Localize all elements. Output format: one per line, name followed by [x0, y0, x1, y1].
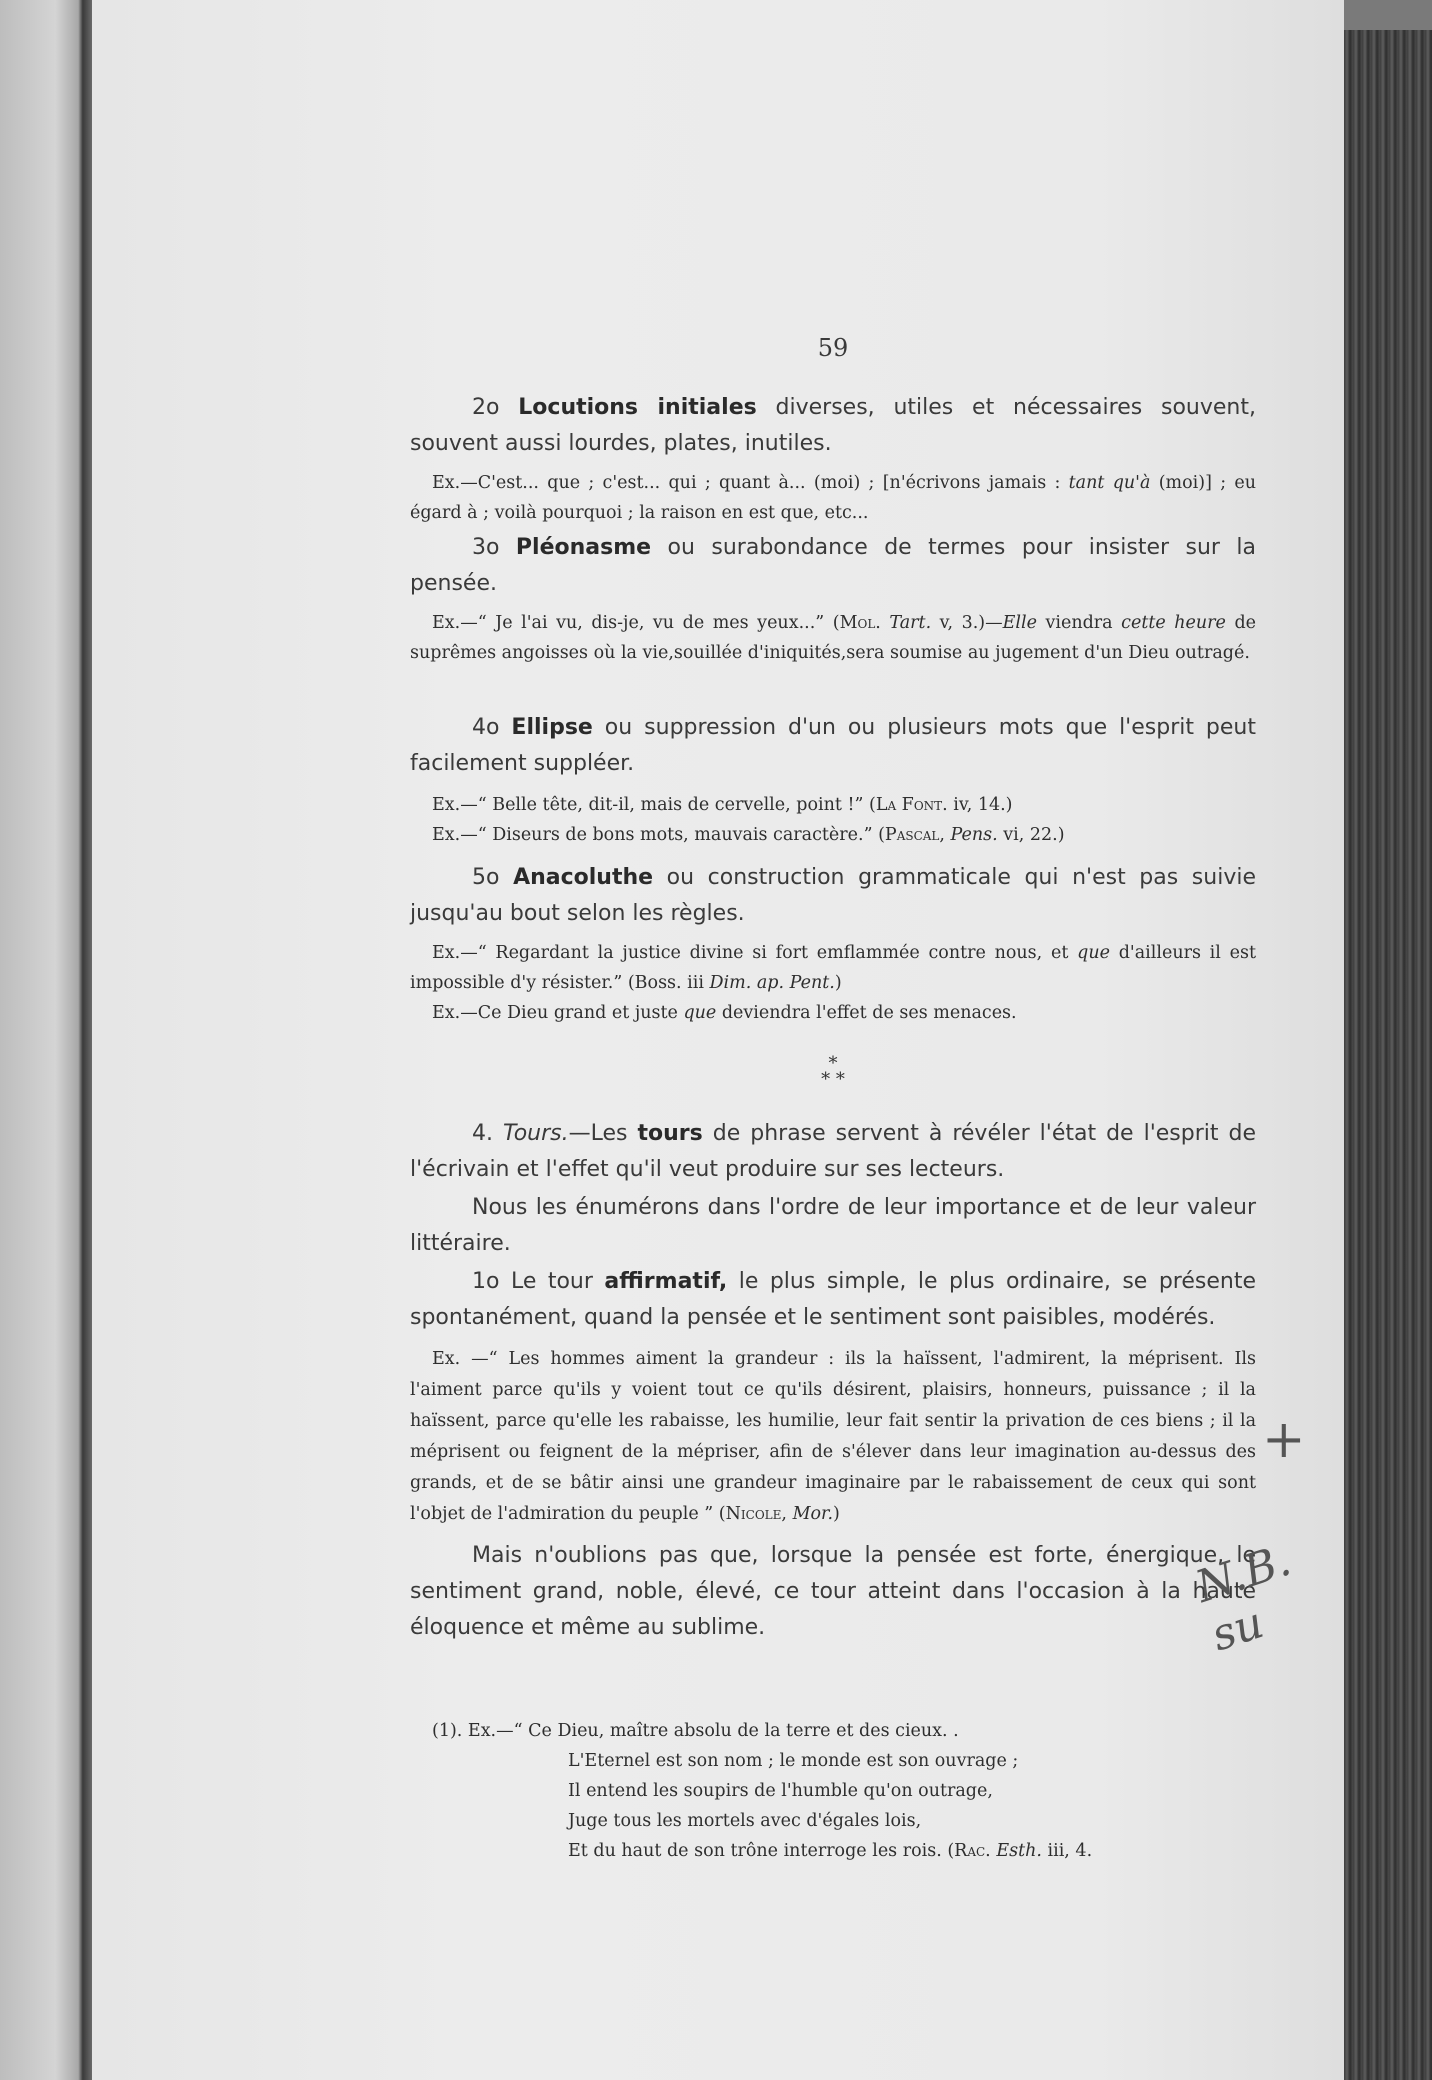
book-gutter-left: [0, 0, 92, 2080]
example-text: viendra: [1036, 613, 1122, 633]
ellipse-paragraph: [410, 710, 1256, 782]
example-text: Ex.—“ Regardant la justice divine si fort emflammée contre nous, et: [432, 943, 1078, 963]
affirmatif-example: [410, 1344, 1256, 1530]
affirmatif-text: Le tour: [510, 1269, 605, 1294]
verse-line-2: L'Eternel est son nom ; le monde est son ouvrage ;: [568, 1751, 1019, 1771]
tours-text: —Les: [568, 1121, 638, 1146]
example-italic: cette heure: [1121, 613, 1226, 633]
margin-note-handwriting: N.B. su: [1189, 1534, 1297, 1662]
anacoluthe-example-2: [410, 998, 1256, 1028]
verse-line-5: [568, 1836, 1414, 1866]
example-text: Ex.—C'est... que ; c'est... qui ; quant à... (moi) ; [n'écrivons jamais :: [432, 473, 1069, 493]
item-number: 2o: [472, 395, 519, 420]
work-ref: Dim. ap. Pent.: [709, 973, 835, 993]
tours-text: de phrase servent à révéler l'état de l'esprit de l'écrivain et l'effet qu'il veut produire sur ses lecteurs.: [410, 1121, 1256, 1182]
author-ref: Mol.: [839, 613, 881, 633]
verse-text-end: iii, 4.: [1041, 1841, 1093, 1861]
verse-line-3: Il entend les soupirs de l'humble qu'on outrage,: [568, 1781, 993, 1801]
pleonasme-example: [410, 608, 1256, 668]
example-text-end: ): [834, 973, 842, 993]
work-ref: Tart.: [889, 613, 932, 633]
item-number: 4o: [472, 715, 512, 740]
locutions-definition: diverses, utiles et nécessaires souvent, souvent aussi lourdes, plates, inutiles.: [410, 395, 1256, 456]
term-affirmatif: affirmatif,: [604, 1269, 728, 1294]
item-number: 1o: [472, 1269, 511, 1294]
example-text: Ex.—“ Diseurs de bons mots, mauvais caractère.” (: [432, 825, 885, 845]
term-anacoluthe: Anacoluthe: [513, 865, 654, 890]
asterism-top: *: [828, 1053, 838, 1074]
example-text: de suprêmes angoisses où la vie,souillée d'iniquités,sera soumise au jugement d'un Dieu outragé.: [410, 613, 1257, 663]
pleonasme-definition: ou surabondance de termes pour insister sur la pensée.: [410, 535, 1256, 596]
example-italic: que: [683, 1003, 717, 1023]
book-page: [92, 0, 1344, 2080]
pleonasme-paragraph: [410, 530, 1256, 602]
example-text-end: vi, 22.): [997, 825, 1065, 845]
term-tours: tours: [637, 1121, 703, 1146]
anacoluthe-definition: ou construction grammaticale qui n'est pas suivie jusqu'au bout selon les règles.: [410, 865, 1256, 926]
example-italic: que: [1077, 943, 1110, 963]
sublime-paragraph: Mais n'oublions pas que, lorsque la pensée est forte, énergique, le sentiment grand, noble, élevé, ce tour atteint dans l'occasion à la haute éloquence et même au sublime.: [410, 1543, 1256, 1640]
tours-paragraph: [410, 1116, 1256, 1188]
margin-note-plus: +: [1262, 1410, 1306, 1470]
section-pleonasme: [410, 530, 1256, 668]
ellipse-example-1: [410, 790, 1256, 820]
anacoluthe-paragraph: [410, 860, 1256, 932]
item-number: 5o: [472, 865, 514, 890]
author-ref: La Font.: [875, 795, 948, 815]
affirmatif-paragraph: [410, 1264, 1256, 1336]
example-text-end: iv, 14.): [947, 795, 1013, 815]
term-pleonasme: Pléonasme: [515, 535, 652, 560]
work-ref: Esth.: [996, 1841, 1042, 1861]
example-italic: tant qu'à: [1068, 473, 1151, 493]
affirmatif-text: le plus simple, le plus ordinaire, se présente spontanément, quand la pensée et le sentiment sont paisibles, modérés.: [410, 1269, 1256, 1330]
page-number: 59: [817, 334, 849, 362]
asterism-bottom: * *: [821, 1069, 845, 1090]
example-text: d'ailleurs il est impossible d'y résister.” (Boss. iii: [410, 943, 1256, 993]
section-title: Tours.: [503, 1121, 569, 1146]
example-text: v, 3.)—: [931, 613, 1003, 633]
enumeration-paragraph: Nous les énumérons dans l'ordre de leur importance et de leur valeur littéraire.: [410, 1195, 1256, 1256]
section-number: 4.: [472, 1121, 503, 1146]
author-ref: Pascal,: [884, 825, 945, 845]
example-text: Ex.—Ce Dieu grand et juste: [432, 1003, 684, 1023]
section-locutions: [410, 390, 1256, 528]
example-text-end: (moi)] ; eu égard à ; voilà pourquoi ; la raison en est que, etc...: [410, 473, 1256, 523]
author-ref: Nicole,: [725, 1504, 787, 1524]
locutions-example: [410, 468, 1256, 528]
section-anacoluthe: [410, 860, 1256, 1028]
verse-line-4: Juge tous les mortels avec d'égales lois,: [568, 1811, 922, 1831]
locutions-paragraph: [410, 390, 1256, 462]
section-tours: [410, 1116, 1256, 1646]
item-number: 3o: [472, 535, 516, 560]
book-edge-top: [1344, 0, 1432, 30]
example-text: Ex.—“ Je l'ai vu, dis-je, vu de mes yeux...” (: [432, 613, 840, 633]
verse-text: Et du haut de son trône interroge les rois. (: [568, 1841, 955, 1861]
anacoluthe-example-1: [410, 938, 1256, 998]
example-text: Ex.—“ Belle tête, dit-il, mais de cervelle, point !” (: [432, 795, 876, 815]
term-ellipse: Ellipse: [511, 715, 593, 740]
ellipse-definition: ou suppression d'un ou plusieurs mots que l'esprit peut facilement suppléer.: [410, 715, 1256, 776]
term-locutions: Locutions initiales: [518, 395, 757, 420]
example-text-end: deviendra l'effet de ses menaces.: [716, 1003, 1017, 1023]
example-italic: Elle: [1002, 613, 1037, 633]
author-ref: Rac.: [954, 1841, 991, 1861]
section-ellipse: [410, 710, 1256, 850]
ellipse-example-2: [410, 820, 1256, 850]
book-page-edges-right: [1344, 30, 1432, 2080]
work-ref: Mor.: [792, 1504, 834, 1524]
verse-line-1: (1). Ex.—“ Ce Dieu, maître absolu de la terre et des cieux. .: [432, 1721, 959, 1741]
work-ref: Pens.: [950, 825, 998, 845]
example-text-end: ): [833, 1504, 840, 1524]
example-text: Ex. —“ Les hommes aiment la grandeur : ils la haïssent, l'admirent, la méprisent. Ils l'aiment parce qu'ils y voient tout ce qu'ils désirent, plaisirs, honneurs, puissance ; il la haïssent, parce qu'elle les rabaisse, les humilie, leur fait sentir la privation de ces biens ; il la méprisent ou feignent de la mépriser, afin de s'élever dans leur imagination au-dessus des grands, et de se bâtir ainsi une grandeur imaginaire par le rabaissement de ceux qui sont l'objet de l'admiration du peuple ” (: [410, 1349, 1256, 1524]
